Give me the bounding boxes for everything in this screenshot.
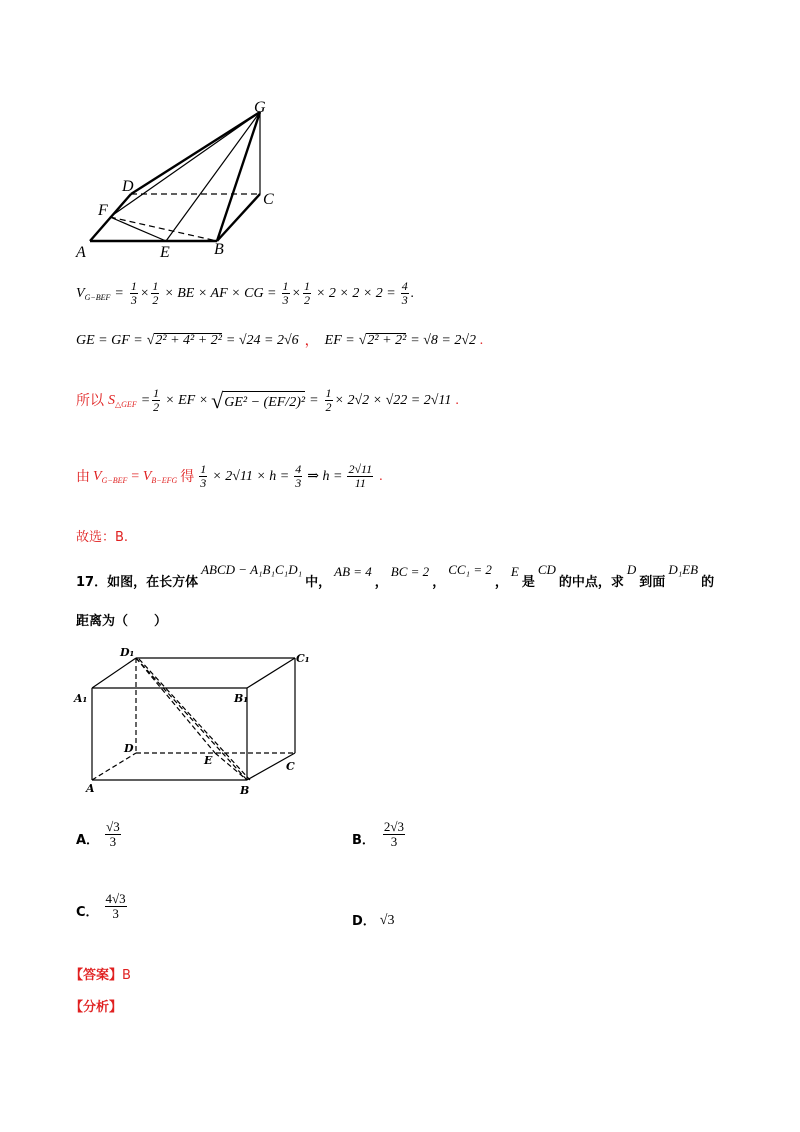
frac-four-thirds: $\frac{4}{3}$: [401, 279, 408, 308]
question-t2: 中，: [305, 575, 332, 590]
option-a-value: $\frac{√3}{3}$: [106, 819, 120, 850]
option-b[interactable]: [352, 820, 407, 850]
label-g: G: [254, 99, 266, 116]
option-a[interactable]: [76, 820, 123, 850]
label-b1: B₁: [234, 692, 249, 705]
height-expr: × 2√11 × h =: [212, 468, 290, 484]
frac-height-third: $\frac{1}{3}$: [200, 462, 207, 491]
option-d-letter: D．: [352, 914, 376, 929]
height-prefix: 由: [76, 468, 90, 485]
area-prefix: 所以: [76, 392, 104, 409]
label-b-2: B: [240, 784, 250, 797]
option-d[interactable]: [352, 910, 394, 929]
option-a-letter: A．: [76, 832, 100, 848]
analysis-label: 【分析】: [70, 1000, 123, 1015]
option-c-value: $\frac{4√3}{3}$: [105, 891, 126, 922]
area-eq2: =: [309, 392, 319, 408]
question-t4: 的中点，求: [558, 575, 624, 590]
label-e: E: [160, 244, 170, 261]
area-expr: × 2√2 × √22 = 2√11: [334, 392, 452, 408]
question-bc: BC = 2: [390, 564, 430, 579]
label-c1: C₁: [296, 652, 310, 665]
lengths-sep: ，: [304, 332, 319, 349]
frac-one-half-2: $\frac{1}{2}$: [303, 279, 310, 308]
question-t1: 如图，在长方体: [107, 575, 199, 590]
lengths-tail: .: [480, 332, 484, 348]
question-cd: CD: [537, 562, 556, 577]
formula-height: [76, 463, 383, 490]
height-v1: V: [93, 468, 102, 484]
label-c: C: [263, 191, 274, 208]
lengths-ge-gf: GE = GF =: [76, 332, 143, 348]
area-tail: .: [455, 392, 459, 408]
area-radicand: GE² − (EF/2)²: [223, 391, 305, 410]
label-b: B: [214, 241, 224, 258]
volume-lhs-sub: G−BEF: [84, 292, 111, 302]
height-eq: =: [130, 468, 140, 484]
answer-line: [70, 964, 131, 983]
lengths-ge-result: = √24 = 2√6: [225, 332, 299, 348]
lengths-ef: EF =: [324, 332, 355, 348]
choice-text: 故选：B.: [76, 530, 129, 545]
frac-area-half-2: $\frac{1}{2}$: [325, 386, 332, 415]
label-a1: A₁: [74, 692, 88, 705]
label-d: D: [122, 178, 134, 195]
question-cc: CC₁ = 2: [448, 562, 492, 577]
question-t5: 到面: [639, 575, 666, 590]
height-implies: ⇒ h =: [307, 468, 343, 484]
lengths-ef-result: = √8 = 2√2: [410, 332, 477, 348]
question-comma2: ，: [432, 575, 446, 590]
option-b-letter: B．: [352, 832, 375, 848]
height-v2-sub: B−EFG: [151, 475, 178, 485]
area-eq: =: [140, 392, 151, 408]
question-t3: 是: [521, 575, 535, 590]
option-d-value: √3: [379, 913, 395, 928]
figure-cuboid: [70, 640, 340, 800]
question-e: E: [510, 564, 519, 579]
volume-expr2: × 2 × 2 × 2 =: [315, 285, 396, 301]
lengths-ef-radicand: 2² + 2²: [367, 333, 407, 348]
question-line-1: [76, 560, 776, 590]
label-f: F: [98, 202, 108, 219]
formula-lengths: GE = GF = √ 2² + 4² + 2² = √24 = 2√6 ， EF = √ 2² + 2² = √8 = 2√2 .: [76, 332, 484, 349]
figure-pyramid: [70, 96, 290, 266]
area-lhs: S: [108, 392, 115, 408]
frac-height-four-thirds: $\frac{4}{3}$: [295, 462, 302, 491]
area-lhs-sub: △GEF: [115, 399, 137, 409]
frac-area-half: $\frac{1}{2}$: [153, 386, 160, 415]
volume-expr1: × BE × AF × CG =: [164, 285, 277, 301]
answer-label: 【答案】: [70, 968, 123, 983]
label-a: A: [76, 244, 86, 261]
frac-one-third: $\frac{1}{3}$: [130, 279, 137, 308]
label-d1: D₁: [120, 646, 135, 659]
height-de: 得: [180, 468, 195, 485]
area-mid: × EF ×: [165, 392, 209, 408]
height-tail: .: [379, 468, 383, 484]
question-number: 17．: [76, 575, 108, 590]
answer-value: B: [122, 968, 131, 983]
question-solid: ABCD − A₁B₁C₁D₁: [201, 562, 303, 577]
formula-area: 所以 S △GEF = $\frac{1}{2}$ × EF × √ GE² − (EF/2)² = $\frac{1}{2}$ × 2√2 × √22 = 2√11 .: [76, 386, 459, 415]
formula-volume: V G−BEF = $\frac{1}{3}$ × $\frac{1}{2}$ × BE × AF × CG = $\frac{1}{3}$ × $\frac{1}{2}$ × 2 × 2 × 2 = $\frac{4}{3}$ .: [76, 279, 415, 308]
question-comma1: ，: [374, 575, 388, 590]
question-d: D: [626, 562, 637, 577]
question-ab: AB = 4: [334, 564, 372, 579]
frac-height-result: $\frac{2√11}{11}$: [348, 462, 373, 491]
height-v2: V: [142, 468, 152, 484]
option-c-letter: C．: [76, 904, 99, 920]
frac-one-half: $\frac{1}{2}$: [152, 279, 159, 308]
volume-lhs: V: [76, 285, 85, 301]
label-e-2: E: [204, 754, 213, 767]
question-t6: 的: [701, 575, 715, 590]
label-d-2: D: [124, 742, 134, 755]
option-b-value: $\frac{2√3}{3}$: [383, 819, 405, 850]
label-c-2: C: [286, 760, 295, 773]
question-comma3: ，: [494, 575, 508, 590]
height-v1-sub: G−BEF: [101, 475, 128, 485]
label-a-2: A: [86, 782, 95, 795]
option-c[interactable]: [76, 892, 129, 922]
frac-one-third-2: $\frac{1}{3}$: [282, 279, 289, 308]
question-line-2: 距离为（ ）: [76, 614, 168, 629]
volume-tail: .: [410, 285, 415, 301]
lengths-ge-radicand: 2² + 4² + 2²: [155, 333, 222, 348]
question-plane: D₁EB: [668, 562, 699, 577]
